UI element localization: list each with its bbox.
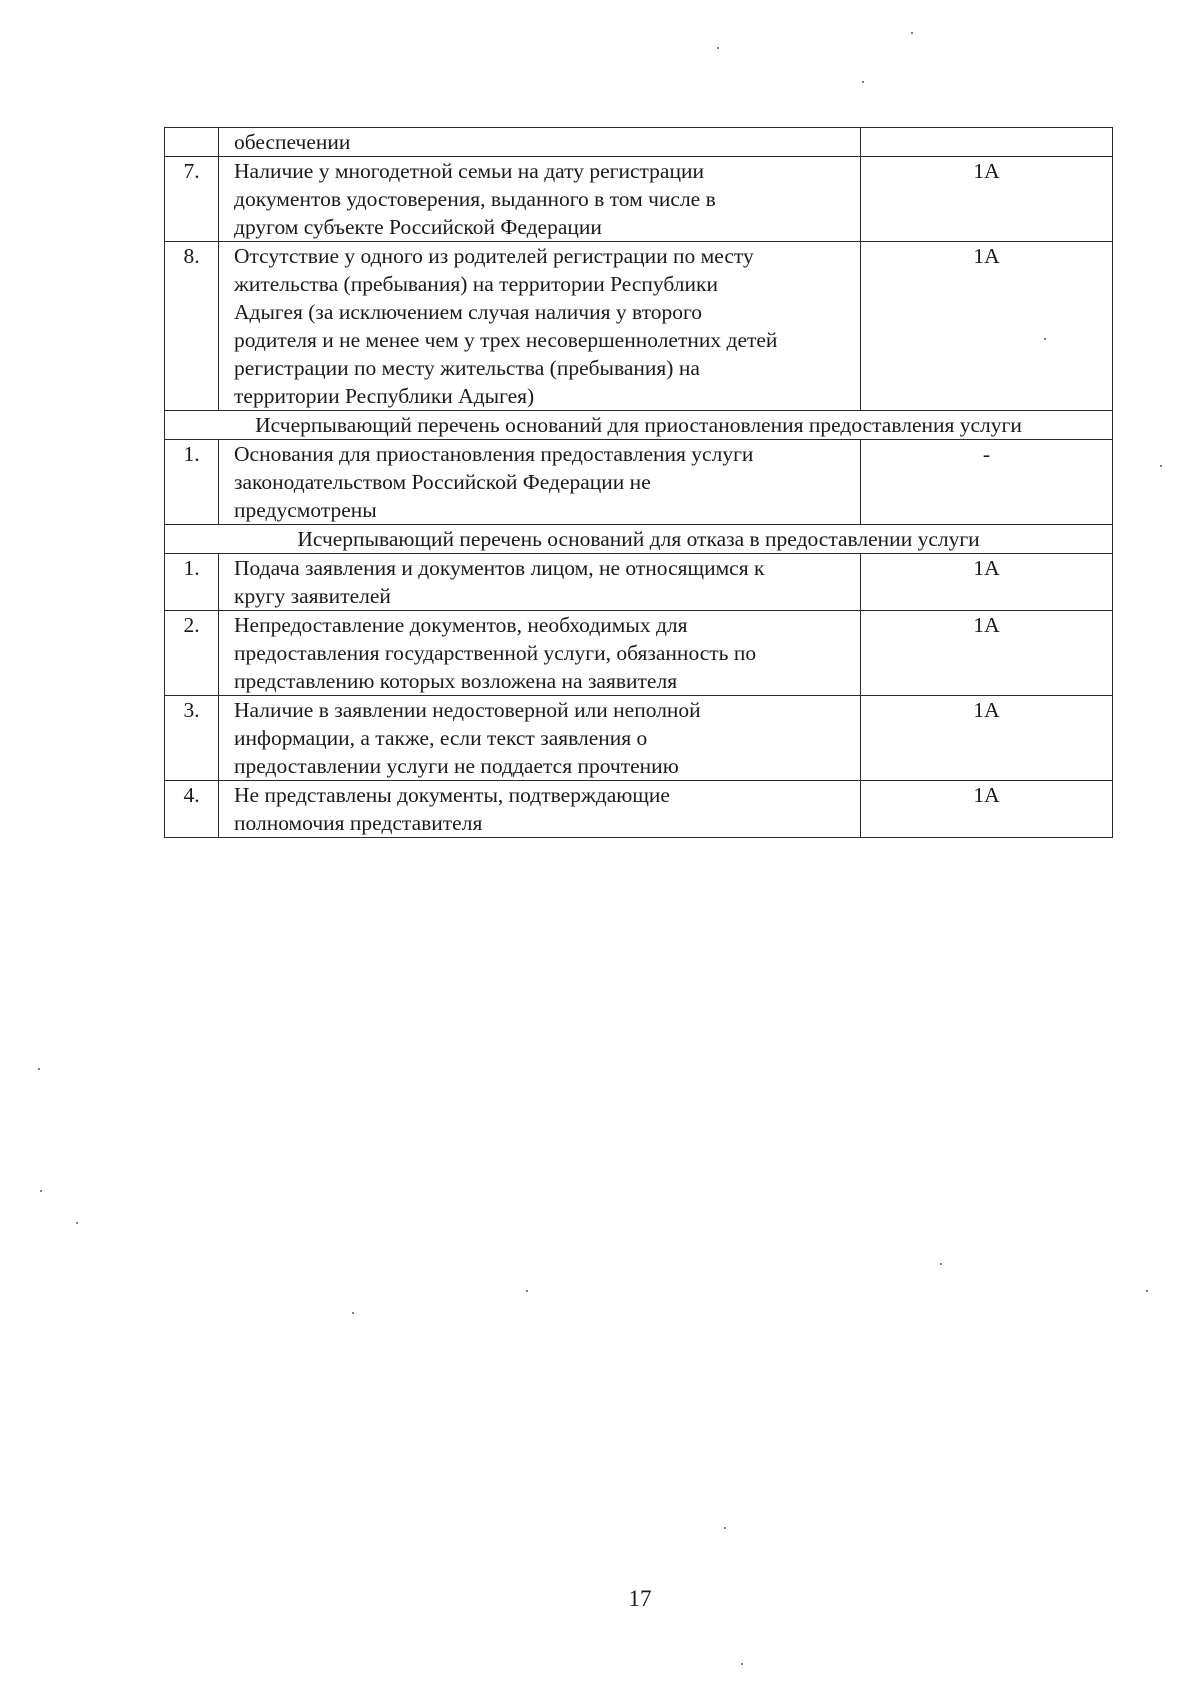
scan-speck xyxy=(40,1190,42,1192)
scan-speck xyxy=(38,1068,40,1070)
description-line: жительства (пребывания) на территории Республики xyxy=(234,272,718,296)
row-number xyxy=(165,128,219,157)
row-description xyxy=(219,157,861,242)
scan-speck xyxy=(1044,338,1046,340)
scan-speck xyxy=(76,1222,78,1224)
row-description xyxy=(219,696,861,781)
description-line: территории Республики Адыгея) xyxy=(234,384,535,408)
section-header-row xyxy=(165,411,1113,440)
row-description xyxy=(219,128,861,157)
scan-speck xyxy=(1146,1290,1148,1292)
description-line: представлению которых возложена на заявителя xyxy=(234,669,678,693)
scan-speck xyxy=(1160,465,1162,467)
section-header: Исчерпывающий перечень оснований для приостановления предоставления услуги xyxy=(165,411,1113,440)
description-line: Подача заявления и документов лицом, не относящимся к xyxy=(234,556,765,580)
row-description xyxy=(219,440,861,525)
description-line: предусмотрены xyxy=(234,498,377,522)
description-line: родителя и не менее чем у трех несовершеннолетних детей xyxy=(234,328,778,352)
row-description xyxy=(219,781,861,838)
description-line: законодательством Российской Федерации не xyxy=(234,470,651,494)
table-row xyxy=(165,781,1113,838)
row-code: 1А xyxy=(861,611,1113,696)
description-line: обеспечении xyxy=(234,130,351,154)
table-row xyxy=(165,611,1113,696)
description-line: документов удостоверения, выданного в том числе в xyxy=(234,187,716,211)
table-body xyxy=(165,128,1113,838)
description-line: кругу заявителей xyxy=(234,584,391,608)
row-number: 1. xyxy=(165,440,219,525)
scan-speck xyxy=(717,47,719,49)
row-code: 1А xyxy=(861,554,1113,611)
scan-speck xyxy=(526,1290,528,1292)
scan-speck xyxy=(911,32,913,34)
page-number: 17 xyxy=(628,1586,652,1611)
description-line: другом субъекте Российской Федерации xyxy=(234,215,602,239)
scan-speck xyxy=(352,1312,354,1314)
row-code: 1А xyxy=(861,157,1113,242)
section-header-row xyxy=(165,525,1113,554)
row-number: 4. xyxy=(165,781,219,838)
table-row xyxy=(165,554,1113,611)
row-code: 1А xyxy=(861,781,1113,838)
description-line: Основания для приостановления предоставления услуги xyxy=(234,442,754,466)
row-number: 7. xyxy=(165,157,219,242)
row-number: 3. xyxy=(165,696,219,781)
table-row xyxy=(165,696,1113,781)
description-line: Непредоставление документов, необходимых для xyxy=(234,613,688,637)
table-row xyxy=(165,440,1113,525)
table-row xyxy=(165,242,1113,411)
row-description xyxy=(219,554,861,611)
table-row xyxy=(165,157,1113,242)
row-number: 1. xyxy=(165,554,219,611)
description-line: Отсутствие у одного из родителей регистрации по месту xyxy=(234,244,754,268)
scan-speck xyxy=(940,1263,942,1265)
description-line: регистрации по месту жительства (пребывания) на xyxy=(234,356,700,380)
row-description xyxy=(219,242,861,411)
row-code xyxy=(861,128,1113,157)
row-number: 2. xyxy=(165,611,219,696)
row-description xyxy=(219,611,861,696)
row-code: - xyxy=(861,440,1113,525)
description-line: Наличие в заявлении недостоверной или неполной xyxy=(234,698,701,722)
scan-speck xyxy=(724,1527,726,1529)
section-header: Исчерпывающий перечень оснований для отказа в предоставлении услуги xyxy=(165,525,1113,554)
description-line: информации, а также, если текст заявления о xyxy=(234,726,648,750)
description-line: полномочия представителя xyxy=(234,811,483,835)
description-line: предоставления государственной услуги, обязанность по xyxy=(234,641,757,665)
scan-speck xyxy=(862,81,864,83)
description-line: Адыгея (за исключением случая наличия у второго xyxy=(234,300,703,324)
description-line: Не представлены документы, подтверждающие xyxy=(234,783,670,807)
row-code: 1А xyxy=(861,242,1113,411)
row-number: 8. xyxy=(165,242,219,411)
scan-speck xyxy=(741,1663,743,1665)
grounds-table xyxy=(164,127,1113,838)
table-row xyxy=(165,128,1113,157)
row-code: 1А xyxy=(861,696,1113,781)
description-line: Наличие у многодетной семьи на дату регистрации xyxy=(234,159,704,183)
description-line: предоставлении услуги не поддается прочтению xyxy=(234,754,679,778)
